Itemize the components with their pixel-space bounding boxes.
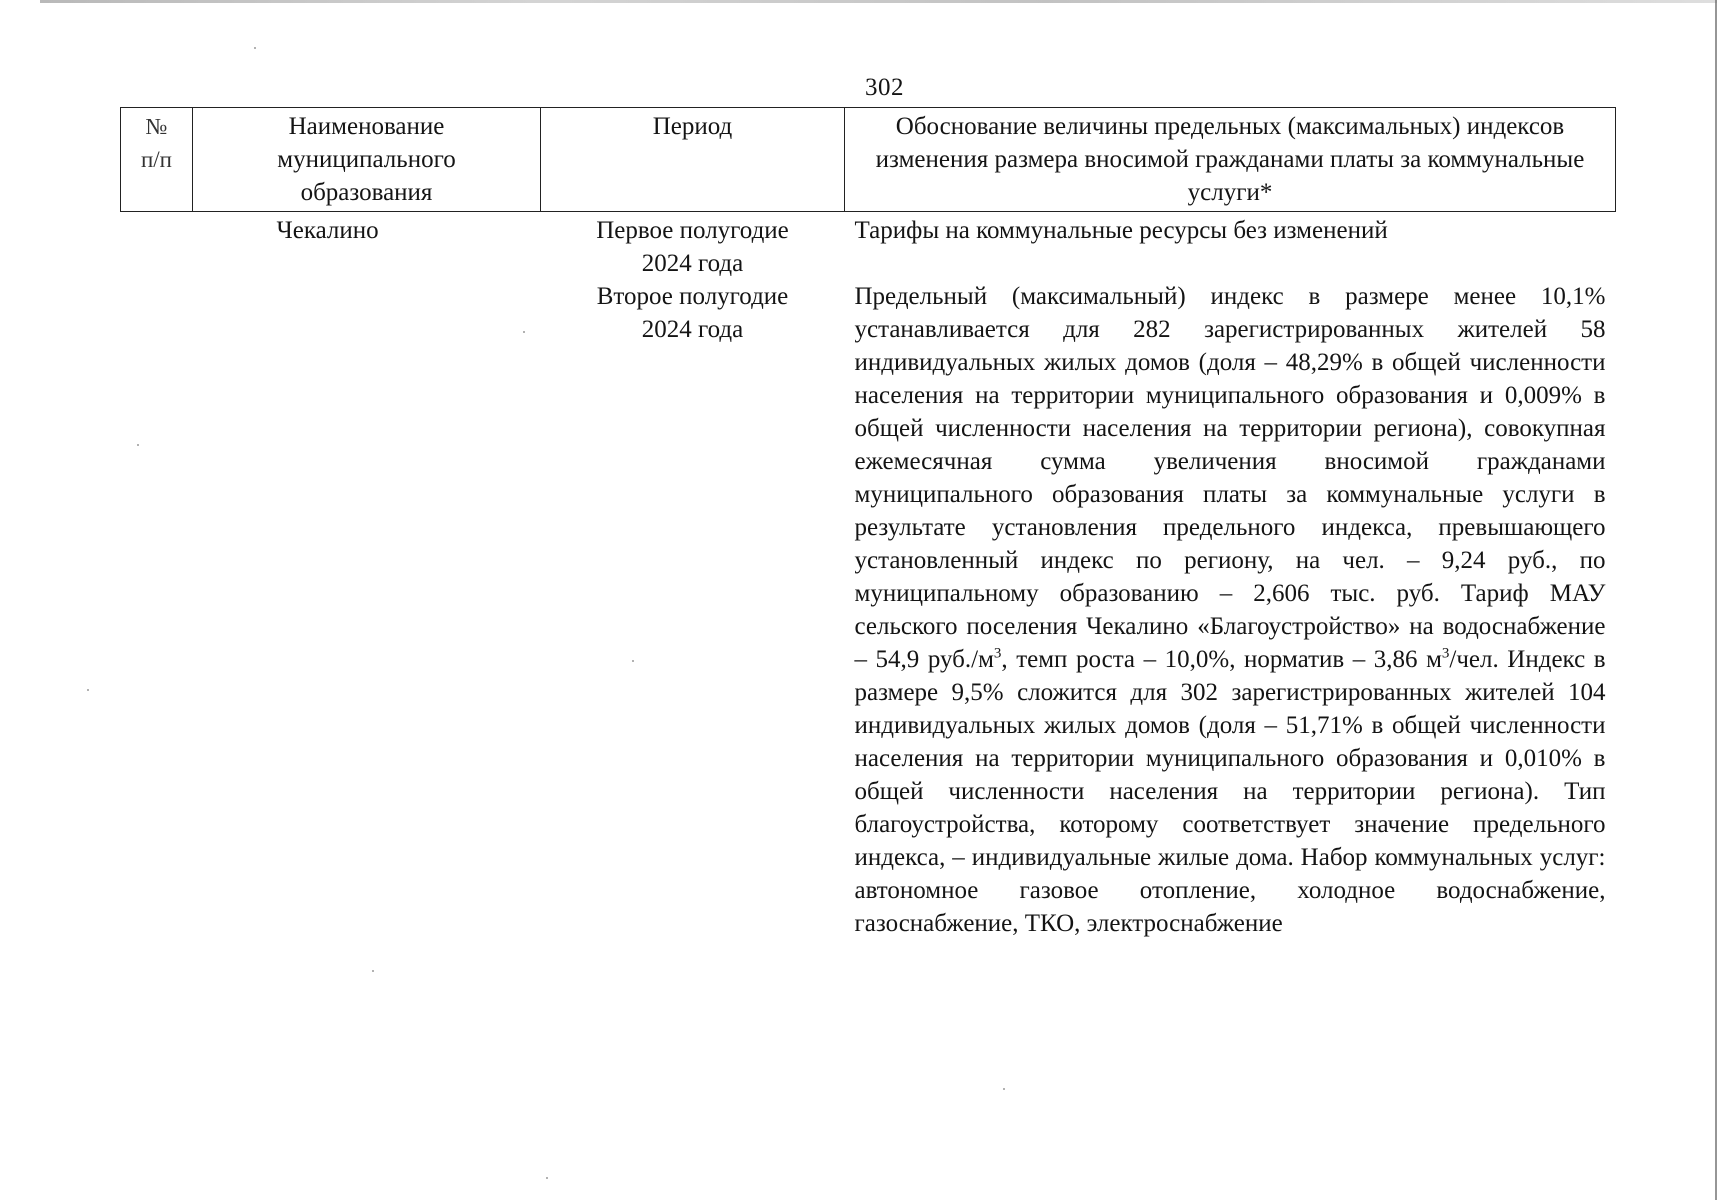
cell-number <box>121 212 193 941</box>
period-second-half: Второе полугодие 2024 года <box>596 283 789 343</box>
municipality-name: Чекалино <box>276 217 379 244</box>
cell-justification <box>845 212 1616 941</box>
justification-text-part1: Предельный (максимальный) индекс в размере менее 10,1% устанавливается для 282 зарегистрированных жителей 58 индивидуальных жилых домов (доля – 48,29% в общей численности населения на территории муниципального образования и 0,009% в общей численности населения на территории региона), совокупная ежемесячная сумма увеличения вносимой гражданами муниципального образования платы за коммунальные услуги в результате установления предельного индекса, превышающего установленный индекс по региону, на чел. – 9,24 руб., по муниципальному образованию – 2,606 тыс. руб. Тариф МАУ сельского поселения Чекалино «Благоустройство» на водоснабжение – 54,9 руб./м <box>854 283 1606 673</box>
justification-first-half: Тарифы на коммунальные ресурсы без изменений <box>854 217 1388 244</box>
scan-edge-top <box>40 0 1717 3</box>
page-number: 302 <box>865 74 904 101</box>
scan-speck <box>372 970 374 972</box>
justification-text-part2: , темп роста – 10,0%, норматив – 3,86 м <box>1001 646 1442 673</box>
table-row <box>121 212 1616 941</box>
scan-speck <box>1003 1088 1005 1090</box>
period-first-half: Первое полугодие 2024 года <box>596 217 789 277</box>
header-period: Период <box>541 108 845 212</box>
header-number <box>121 108 193 212</box>
scan-speck <box>523 331 525 333</box>
cell-municipality <box>193 212 541 941</box>
scan-speck <box>254 47 256 49</box>
superscript-cubic-1: 3 <box>993 645 1002 662</box>
table-header-row <box>121 108 1616 212</box>
scan-speck <box>632 660 634 662</box>
justification-text-part3: /чел. Индекс в размере 9,5% сложится для 302 зарегистрированных жителей 104 индивидуальных жилых домов (доля – 51,71% в общей численности населения на территории муниципального образования и 0,010% в общей численности населения на территории региона). Тип благоустройства, которому соответствует значение предельного индекса, – индивидуальные жилые дома. Набор коммунальных услуг: автономное газовое отопление, холодное водоснабжение, газоснабжение, ТКО, электроснабжение <box>854 646 1606 937</box>
tariff-table <box>120 107 1616 940</box>
header-number-symbol: № <box>145 114 168 139</box>
header-number-abbr: п/п <box>140 147 172 172</box>
header-municipality: Наименование муниципального образования <box>193 108 541 212</box>
scan-speck <box>546 1177 548 1179</box>
scan-speck <box>137 444 139 446</box>
justification-second-half <box>855 280 1606 940</box>
superscript-cubic-2: 3 <box>1441 645 1450 662</box>
cell-period <box>541 212 845 941</box>
header-justification: Обоснование величины предельных (максимальных) индексов изменения размера вносимой гражданами платы за коммунальные услуги* <box>845 108 1616 212</box>
scan-speck <box>87 689 89 691</box>
